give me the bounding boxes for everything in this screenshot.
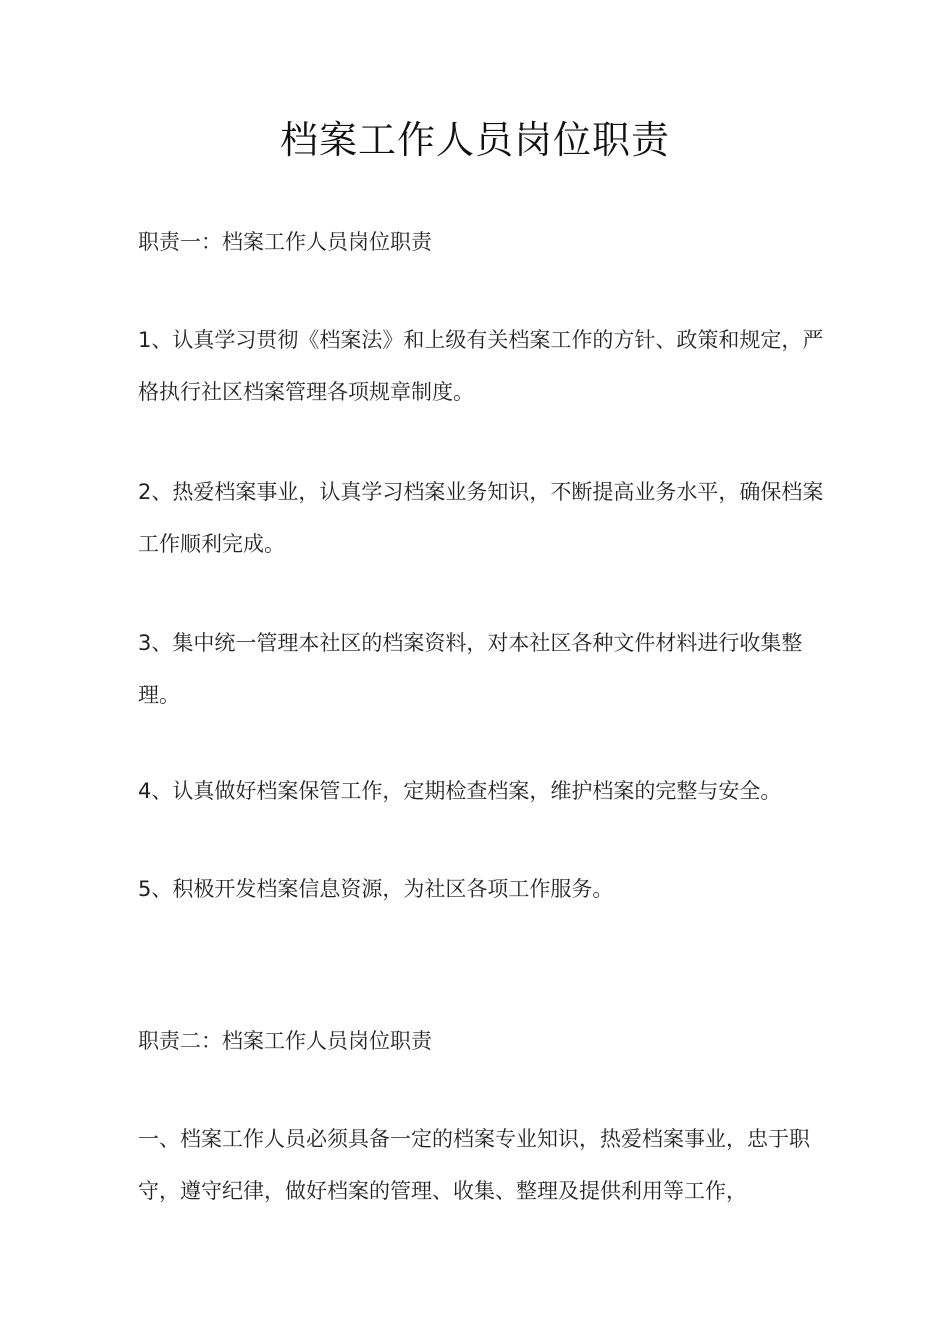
section2-item-1: 一、档案工作人员必须具备一定的档案专业知识，热爱档案事业，忠于职守，遵守纪律，做好档案的管理、收集、整理及提供利用等工作， [138,1127,810,1203]
section1-item-2: 2、热爱档案事业，认真学习档案业务知识，不断提高业务水平，确保档案工作顺利完成。 [138,480,824,556]
section1-item-1: 1、认真学习贯彻《档案法》和上级有关档案工作的方针、政策和规定，严格执行社区档案管理各项规章制度。 [138,328,824,404]
section-heading-1: 职责一：档案工作人员岗位职责 [138,230,432,254]
section-heading-2: 职责二：档案工作人员岗位职责 [138,1029,432,1053]
section1-item-5: 5、积极开发档案信息资源，为社区各项工作服务。 [138,877,614,901]
section1-item-3: 3、集中统一管理本社区的档案资料，对本社区各种文件材料进行收集整理。 [138,631,803,707]
document-title: 档案工作人员岗位职责 [279,118,670,162]
section1-item-4: 4、认真做好档案保管工作，定期检查档案，维护档案的完整与安全。 [138,779,782,803]
